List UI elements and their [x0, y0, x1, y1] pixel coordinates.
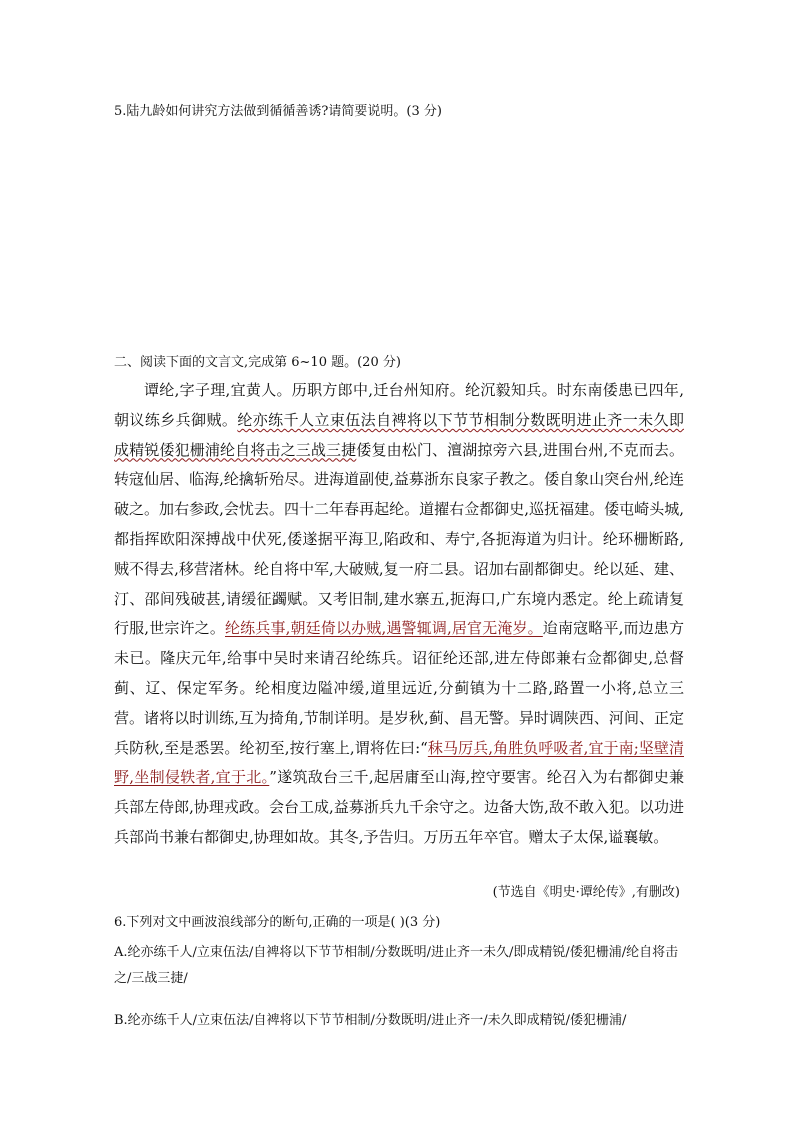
question-6: 6.下列对文中画波浪线部分的断句,正确的一项是( )(3 分) — [114, 915, 441, 930]
underlined-sentence-2: 秣马厉兵,角胜负呼吸者,宜于南;坚壁清野,坐制侵轶者,宜于北。 — [114, 738, 684, 787]
passage-paragraph — [114, 376, 684, 853]
passage-text: 迨南寇略平,而边患方未已。隆庆元年,给事中吴时来请召纶练兵。诏征纶还部,进左侍郎兼右佥都御史,总督蓟、辽、保定军务。纶相度边隘冲缓,道里远近,分蓟镇为十二路,路置一小将,总立三营。诸将以时训练,互为掎角,节制详明。是岁秋,蓟、昌无警。异时调陕西、河间、正定兵防秋,至是悉罢。纶初至,按行塞上,谓将佐曰:“ — [114, 619, 684, 757]
wavy-underlined-text: 纶亦练千人立束伍法自裨将以下节节相制分数既明进止齐一未久即成精锐倭犯栅浦纶自将击之三战三捷 — [114, 410, 684, 459]
question-5: 5.陆九龄如何讲究方法做到循循善诱?请简要说明。(3 分) — [114, 104, 442, 119]
passage-text: 谭纶,字子理,宜黄人。历职方郎中,迁台州知府。纶沉毅知兵。时东南倭患已四年,朝议练乡兵御贼。 — [114, 381, 684, 429]
option-b[interactable]: B.纶亦练千人/立束伍法/自裨将以下节节相制/分数既明/进止齐一/未久即成精锐/倭犯栅浦/ — [114, 1013, 627, 1028]
section-heading: 二、阅读下面的文言文,完成第 6~10 题。(20 分) — [114, 355, 401, 370]
classical-passage — [114, 376, 684, 853]
option-a[interactable]: A.纶亦练千人/立束伍法/自裨将以下节节相制/分数既明/进止齐一未久/即成精锐/倭犯栅浦/纶自将击之/三战三捷/ — [114, 945, 679, 986]
passage-text: ”遂筑敌台三千,起居庸至山海,控守要害。纶召入为右都御史兼兵部左侍郎,协理戎政。会台工成,益募浙兵九千余守之。边备大饬,敌不敢入犯。以功进兵部尚书兼右都御史,协理如故。其冬,予告归。万历五年卒官。赠太子太保,谥襄敏。 — [114, 768, 684, 846]
source-citation: (节选自《明史·谭纶传》,有删改) — [492, 885, 680, 900]
passage-text: 倭复由松门、澶湖掠旁六县,进围台州,不克而去。转寇仙居、临海,纶擒斩殆尽。进海道副使,益募浙东良家子教之。倭自象山突台州,纶连破之。加右参政,会忧去。四十二年春再起纶。道擢右佥都御史,巡抚福建。倭屯崎头城,都指挥欧阳深搏战中伏死,倭遂据平海卫,陷政和、寿宁,各扼海道为归计。纶环栅断路,贼不得去,移营渚林。纶自将中军,大破贼,复一府二县。诏加右副都御史。纶以延、建、汀、邵间残破甚,请缓征蠲赋。又考旧制,建水寨五,扼海口,广东境内悉定。纶上疏请复行服,世宗许之。 — [114, 440, 684, 638]
underlined-sentence-1: 纶练兵事,朝廷倚以办贼,遇警辄调,居官无淹岁。 — [225, 619, 543, 638]
